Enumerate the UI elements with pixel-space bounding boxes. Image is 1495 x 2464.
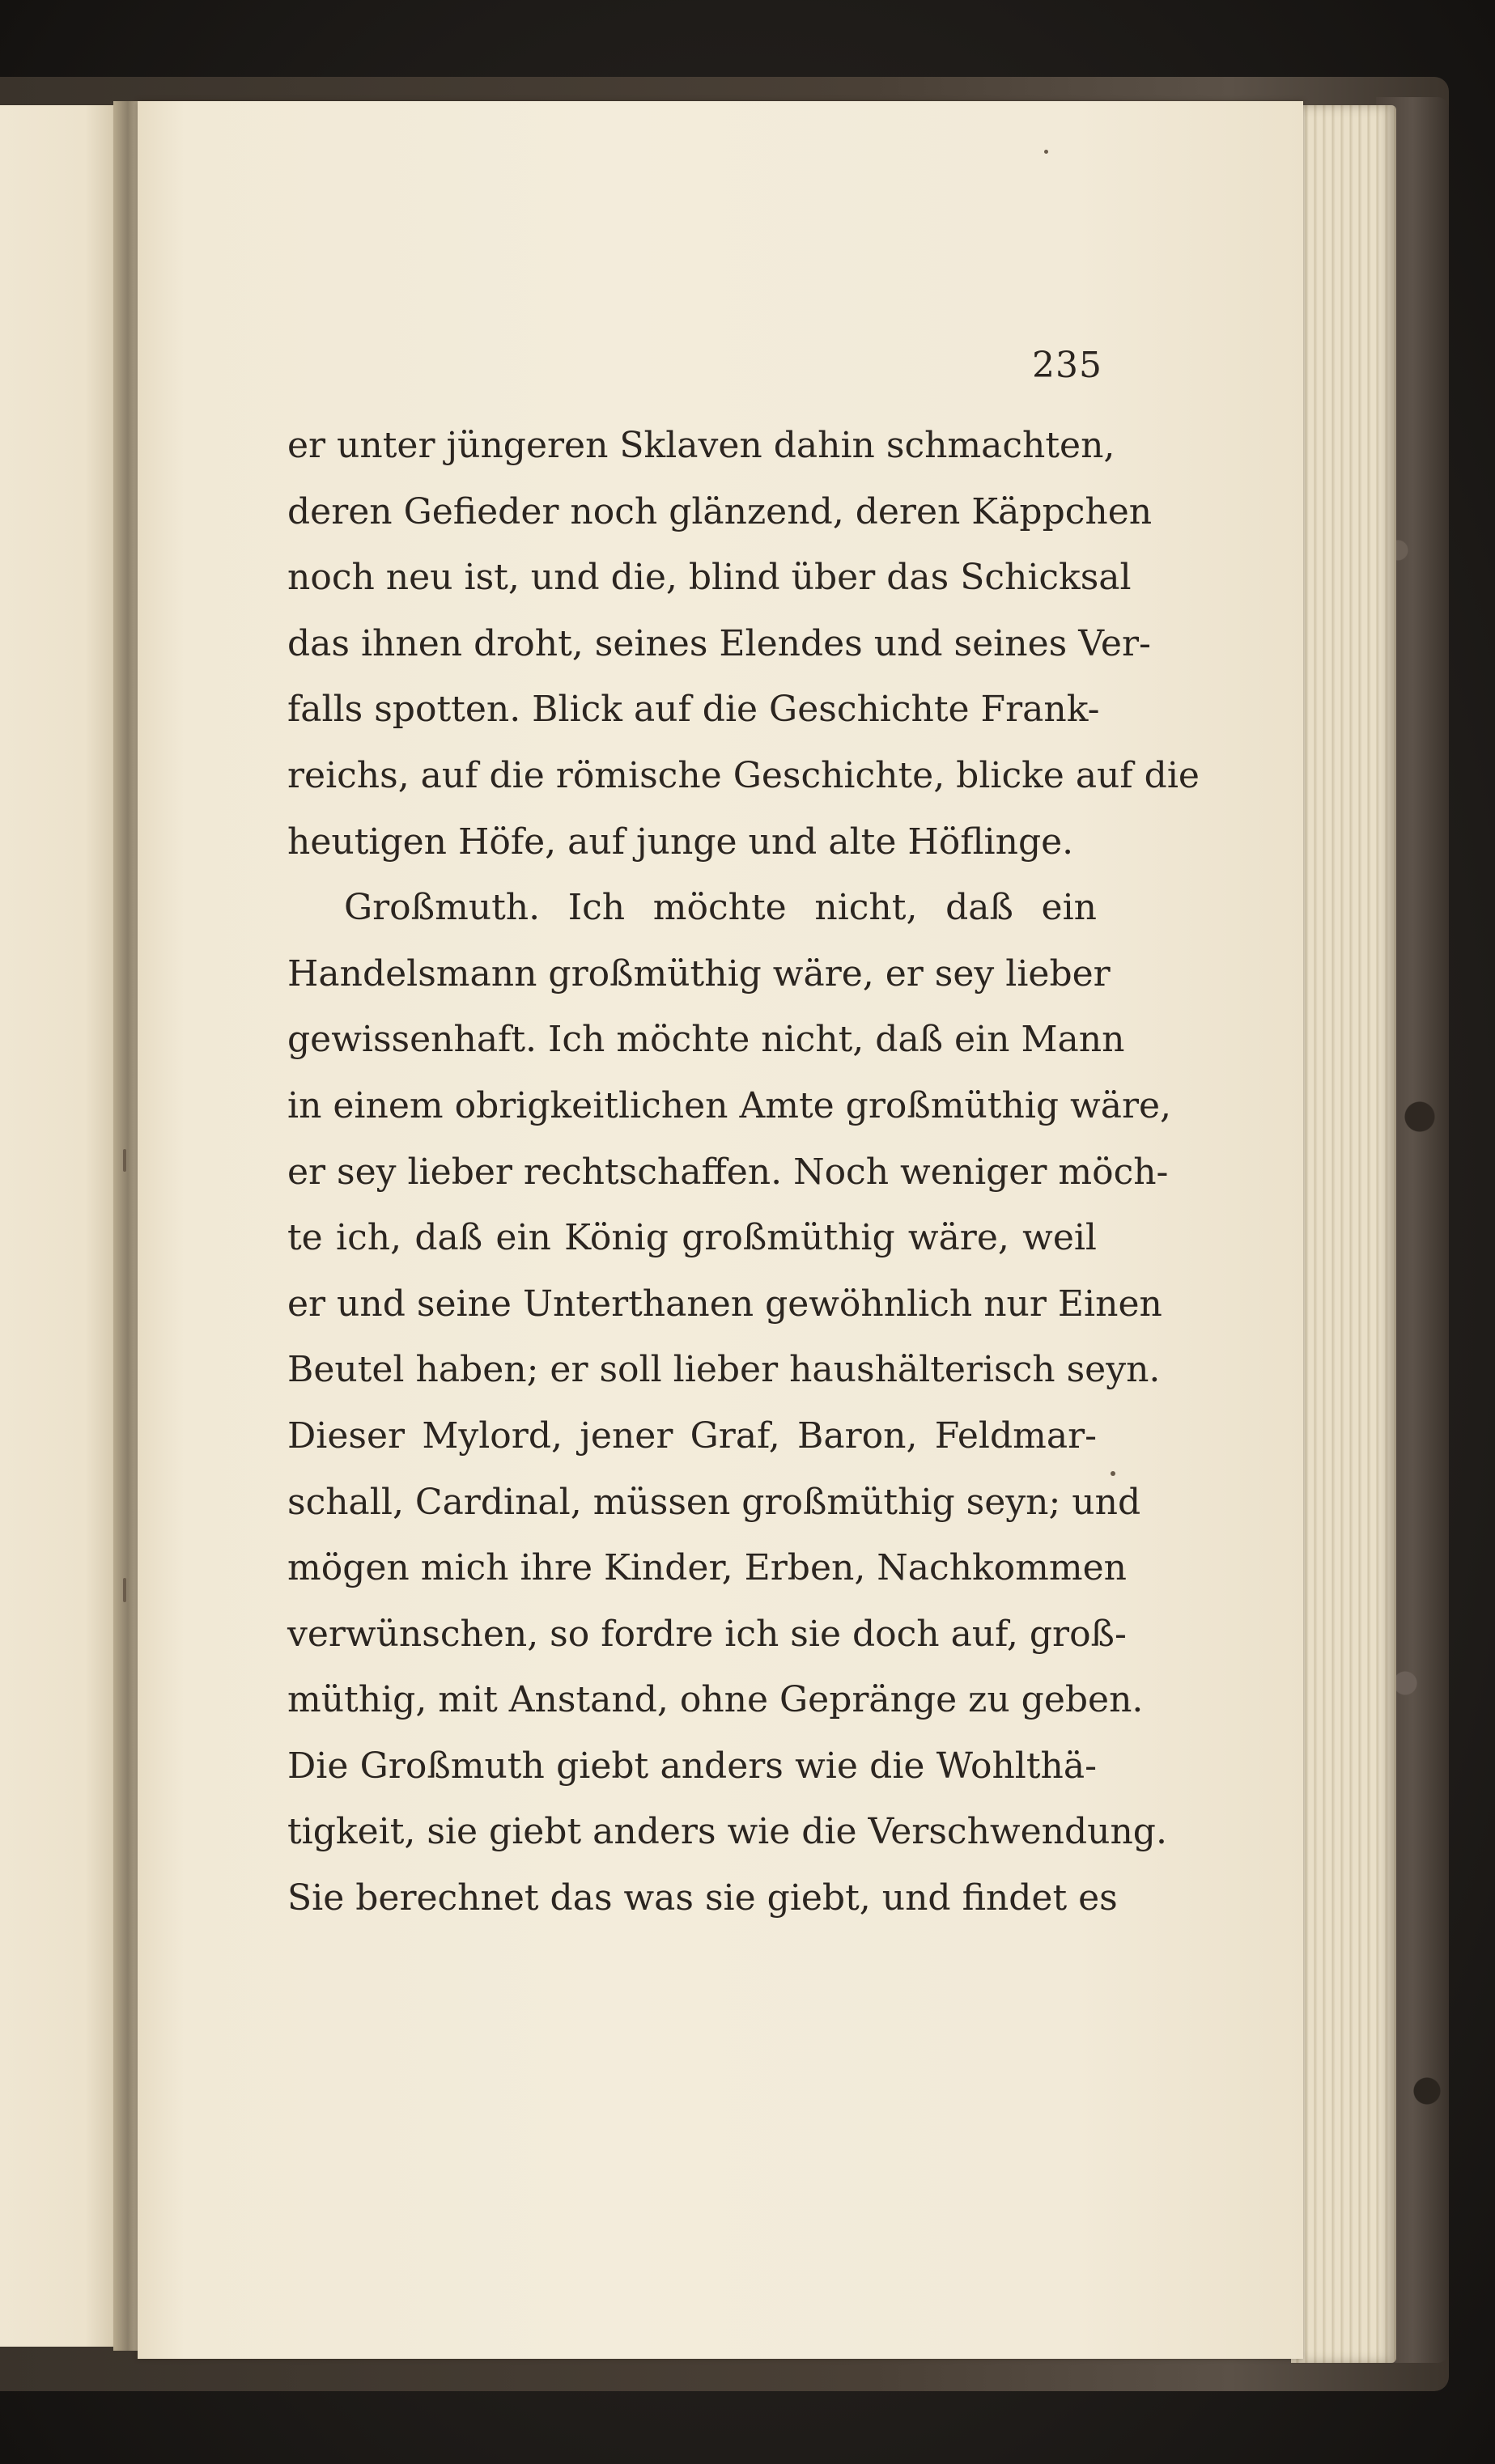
- text-line: er unter jüngeren Sklaven dahin schmachten,: [287, 425, 1115, 466]
- text-line: tigkeit, sie giebt anders wie die Verschwendung.: [287, 1811, 1167, 1853]
- text-line: heutigen Höfe, auf junge und alte Höflinge.: [287, 821, 1074, 863]
- page-number: 235: [1032, 345, 1102, 386]
- text-line: verwünschen, so fordre ich sie doch auf, groß-: [287, 1613, 1127, 1655]
- text-line: deren Gefieder noch glänzend, deren Käppchen: [287, 490, 1153, 532]
- text-line: schall, Cardinal, müssen großmüthig seyn; und: [287, 1481, 1141, 1523]
- text-line: Sie berechnet das was sie giebt, und findet es: [287, 1877, 1118, 1919]
- text-line: Handelsmann großmüthig wäre, er sey lieber: [287, 952, 1111, 995]
- text-line: er und seine Unterthanen gewöhnlich nur Einen: [287, 1283, 1162, 1325]
- section-heading-line: Großmuth. Ich möchte nicht, daß ein: [344, 887, 1097, 929]
- text-line: reichs, auf die römische Geschichte, blicke auf die: [287, 754, 1200, 796]
- text-line: er sey lieber rechtschaffen. Noch weniger möch-: [287, 1151, 1169, 1193]
- text-line: in einem obrigkeitlichen Amte großmüthig wäre,: [287, 1084, 1172, 1126]
- text-line: falls spotten. Blick auf die Geschichte Frank-: [287, 689, 1100, 731]
- page-text: [287, 413, 1200, 1932]
- text-line: noch neu ist, und die, blind über das Schicksal: [287, 557, 1132, 599]
- text-line: müthig, mit Anstand, ohne Gepränge zu geben.: [287, 1679, 1144, 1721]
- facing-page: [0, 105, 121, 2347]
- text-line: Beutel haben; er soll lieber haushälterisch seyn.: [287, 1349, 1161, 1391]
- text-line: te ich, daß ein König großmüthig wäre, weil: [287, 1217, 1097, 1259]
- text-line: das ihnen droht, seines Elendes und seines Ver-: [287, 622, 1151, 664]
- page-edges: [1291, 105, 1396, 2363]
- text-line: Dieser Mylord, jener Graf, Baron, Feldmar-: [287, 1414, 1097, 1457]
- text-line: mögen mich ihre Kinder, Erben, Nachkommen: [287, 1547, 1127, 1589]
- text-line: Die Großmuth giebt anders wie die Wohlthä-: [287, 1745, 1097, 1787]
- text-line: gewissenhaft. Ich möchte nicht, daß ein Mann: [287, 1019, 1125, 1061]
